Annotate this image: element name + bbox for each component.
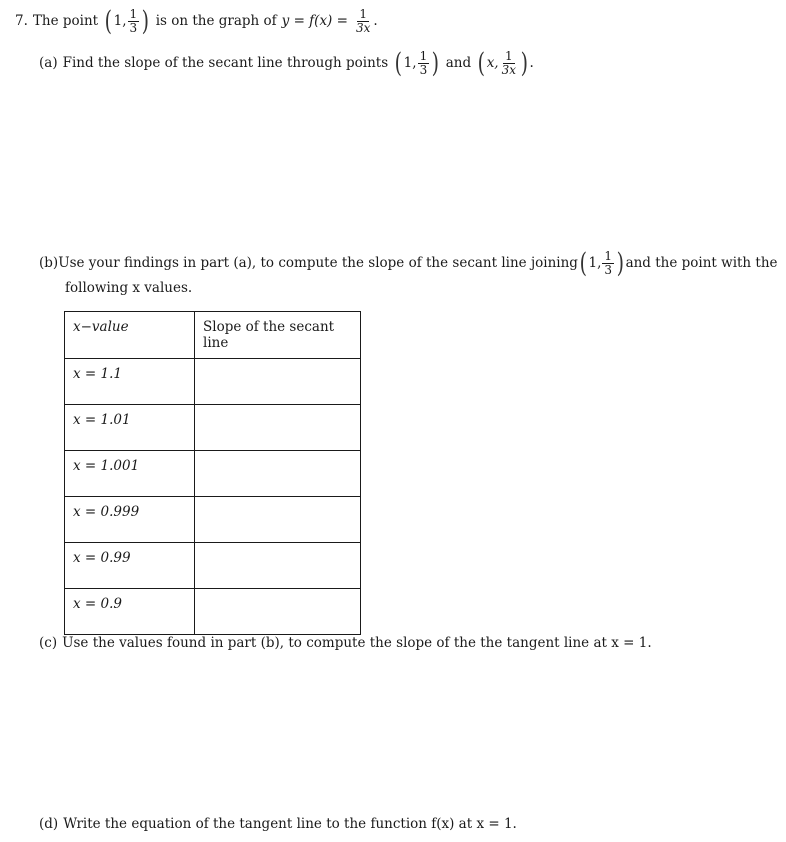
table-header-x: x−value: [65, 312, 195, 359]
table-row: [65, 543, 361, 589]
point-fraction: [418, 50, 430, 76]
table-row: [65, 451, 361, 497]
table-cell-x: x = 1.001: [65, 451, 195, 497]
table-header-slope: Slope of the secant line: [195, 312, 361, 359]
part-c: [39, 634, 652, 652]
table-cell-x: x = 1.1: [65, 359, 195, 405]
part-c-text: Use the values found in part (b), to compute the slope of the the tangent line at x = 1.: [62, 635, 652, 651]
fraction-numerator: 1: [604, 248, 613, 263]
table-cell-x: x = 0.99: [65, 543, 195, 589]
part-b-after: and the point with the: [625, 255, 778, 271]
part-a-and: and: [445, 55, 472, 71]
table-row: [65, 405, 361, 451]
function-denominator: 3x: [355, 20, 371, 35]
point-x: 1,: [588, 255, 602, 271]
part-b-line-2-text: following x values.: [65, 280, 193, 296]
table-cell-x: x = 0.999: [65, 497, 195, 543]
point2-x: x,: [486, 55, 499, 71]
part-b: [39, 246, 777, 280]
part-a-point-2: ( x, $\frac{1}{3x}$ ): [477, 47, 528, 79]
part-a-label: (a): [39, 55, 58, 71]
table-cell-slope[interactable]: [195, 359, 361, 405]
part-c-label: (c): [39, 635, 58, 651]
part-b-line-2: [65, 279, 192, 297]
part-a-period: .: [529, 55, 534, 71]
table-cell-slope[interactable]: [195, 589, 361, 635]
part-d: [39, 815, 517, 833]
part-d-label: (d): [39, 816, 59, 832]
part-d-text: Write the equation of the tangent line to the function f(x) at x = 1.: [63, 816, 517, 832]
problem-intro: The point: [32, 13, 99, 29]
point-fraction: [128, 8, 140, 34]
table-cell-x: x = 1.01: [65, 405, 195, 451]
table-cell-slope[interactable]: [195, 497, 361, 543]
part-a-text: Find the slope of the secant line through points: [62, 55, 389, 71]
fraction-denominator: 3: [129, 20, 138, 35]
function-fraction: [354, 8, 372, 34]
table-row: [65, 589, 361, 635]
fraction-numerator: 1: [419, 48, 428, 63]
part-b-point: ( 1, $\frac{1}{3}$ ): [579, 247, 624, 279]
table-cell-x: x = 0.9: [65, 589, 195, 635]
problem-number: 7.: [15, 13, 28, 29]
part-a-point-1: ( 1, $\frac{1}{3}$ ): [394, 47, 440, 79]
table-row: [65, 497, 361, 543]
fraction-numerator: 1: [129, 6, 138, 21]
point-x: 1,: [403, 55, 417, 71]
fraction-denominator: 3: [604, 262, 613, 277]
problem-statement: [15, 5, 378, 37]
part-a: [39, 47, 534, 79]
point-expression: ( 1, $\frac{1}{3}$ ): [104, 5, 150, 37]
table-cell-slope[interactable]: [195, 543, 361, 589]
part-b-label: (b): [39, 255, 59, 271]
point2-fraction: [500, 50, 518, 76]
fraction-denominator: 3: [419, 62, 428, 77]
point-x: 1,: [113, 13, 127, 29]
point2-denominator: 3x: [501, 62, 516, 77]
point2-numerator: 1: [504, 48, 513, 63]
function-period: .: [373, 13, 378, 29]
problem-intro-mid: is on the graph of: [155, 13, 277, 29]
table-cell-slope[interactable]: [195, 405, 361, 451]
table-cell-slope[interactable]: [195, 451, 361, 497]
function-numerator: 1: [359, 6, 367, 21]
function-definition: y = f(x) =: [281, 13, 348, 29]
secant-slope-table: [64, 311, 361, 635]
part-b-text: Use your findings in part (a), to compute the slope of the secant line joining: [58, 255, 578, 271]
point-fraction: [602, 250, 614, 276]
table-header-row: [65, 312, 361, 359]
table-row: [65, 359, 361, 405]
